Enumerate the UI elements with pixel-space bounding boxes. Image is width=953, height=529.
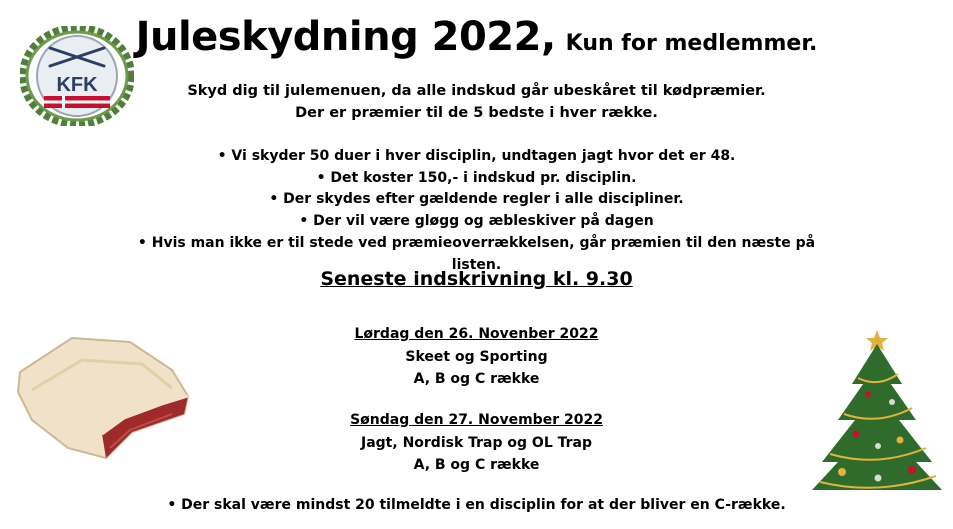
rule-item: • Vi skyder 50 duer i hver disciplin, undtagen jagt hvor det er 48. (217, 148, 736, 164)
day-rows: A, B og C række (413, 457, 540, 473)
rule-item: • Der vil være gløgg og æbleskiver på dagen (299, 213, 654, 230)
logo-text: KFK (56, 74, 98, 96)
day-disciplines: Jagt, Nordisk Trap og OL Trap (361, 434, 592, 451)
rule-item: • Det koster 150,- i indskud pr. disciplin. (316, 169, 637, 186)
day-date: Lørdag den 26. Novenber 2022 (354, 326, 599, 342)
rules-list (130, 146, 823, 276)
day-rows: A, B og C række (413, 371, 540, 387)
title-sub: Kun for medlemmer. (565, 31, 818, 56)
footer-note: • Der skal være mindst 20 tilmeldte i en disciplin for at der bliver en C-række. (167, 497, 786, 513)
christmas-tree-image (808, 322, 946, 498)
day-disciplines: Skeet og Sporting (405, 348, 548, 365)
intro-line: Der er præmier til de 5 bedste i hver række. (295, 105, 658, 121)
day-date: Søndag den 27. November 2022 (350, 412, 603, 428)
schedule-day (130, 323, 823, 391)
title-main: Juleskydning 2022, (135, 14, 556, 60)
deadline-heading: Seneste indskrivning kl. 9.30 (320, 268, 633, 290)
intro-text (130, 80, 823, 124)
rule-item: • Der skydes efter gældende regler i alle discipliner. (269, 191, 684, 208)
danish-flag-icon (44, 96, 110, 108)
schedule-day (130, 409, 823, 477)
rule-item: • Hvis man ikke er til stede ved præmieoverrækkelsen, går præmien til den næste på listen. (137, 234, 816, 273)
page-title (0, 14, 953, 60)
pork-roast-image (12, 330, 192, 462)
intro-line: Skyd dig til julemenuen, da alle indskud går ubeskåret til kødpræmier. (187, 83, 766, 99)
